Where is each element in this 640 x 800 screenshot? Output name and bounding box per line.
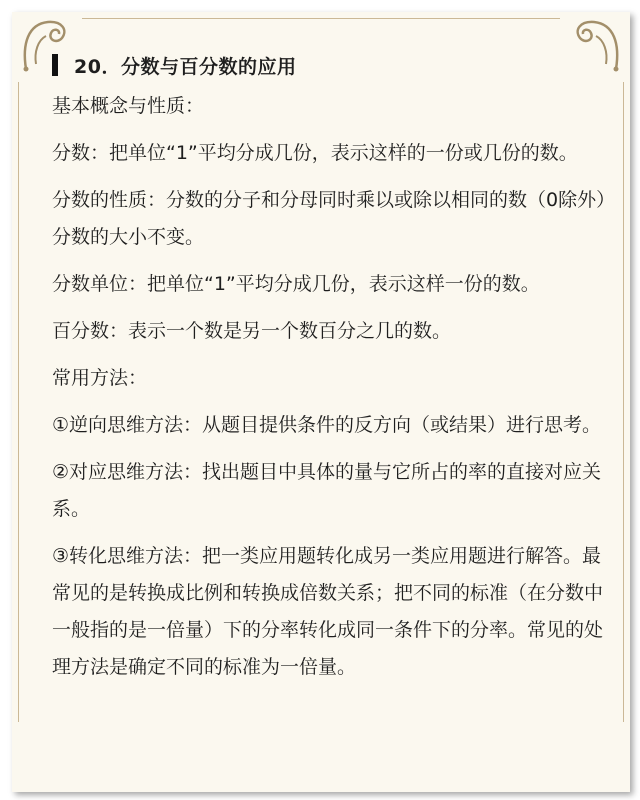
- text-line-percentage: 百分数：表示一个数是另一个数百分之几的数。: [52, 320, 452, 342]
- text-line-fraction-property-cont: 分数的大小不变。: [52, 226, 205, 248]
- title-row: [52, 48, 614, 82]
- text-line-method-conversion-cont-2: 一般指的是一倍量）下的分率转化成同一条件下的分率。常见的处: [52, 619, 604, 641]
- text-line-method-conversion-cont-1: 常见的是转换成比例和转换成倍数关系；把不同的标准（在分数中: [52, 582, 604, 604]
- text-line-common-methods: 常用方法：: [52, 367, 148, 389]
- text-line-basic-concepts: 基本概念与性质：: [52, 95, 205, 117]
- text-line-method-reverse: ①逆向思维方法：从题目提供条件的反方向（或结果）进行思考。: [52, 414, 602, 436]
- title-bar-marker: [52, 54, 58, 76]
- text-line-fraction-property: 分数的性质：分数的分子和分母同时乘以或除以相同的数（0除外）: [52, 189, 616, 211]
- text-line-fraction-definition: 分数：把单位“1”平均分成几份，表示这样的一份或几份的数。: [52, 142, 578, 164]
- text-line-method-correspondence-cont: 系。: [52, 498, 91, 520]
- text-line-method-conversion-cont-3: 理方法是确定不同的标准为一倍量。: [52, 656, 357, 678]
- page-title: 20．分数与百分数的应用: [74, 55, 297, 78]
- right-border-line: [623, 82, 624, 722]
- content-area: [52, 48, 614, 702]
- text-line-method-conversion: ③转化思维方法：把一类应用题转化成另一类应用题进行解答。最: [52, 545, 602, 567]
- text-line-fraction-unit: 分数单位：把单位“1”平均分成几份，表示这样一份的数。: [52, 273, 540, 295]
- top-border-line: [82, 18, 560, 19]
- document-page: [12, 12, 630, 792]
- text-line-method-correspondence: ②对应思维方法：找出题目中具体的量与它所占的率的直接对应关: [52, 461, 602, 483]
- left-border-line: [18, 82, 19, 722]
